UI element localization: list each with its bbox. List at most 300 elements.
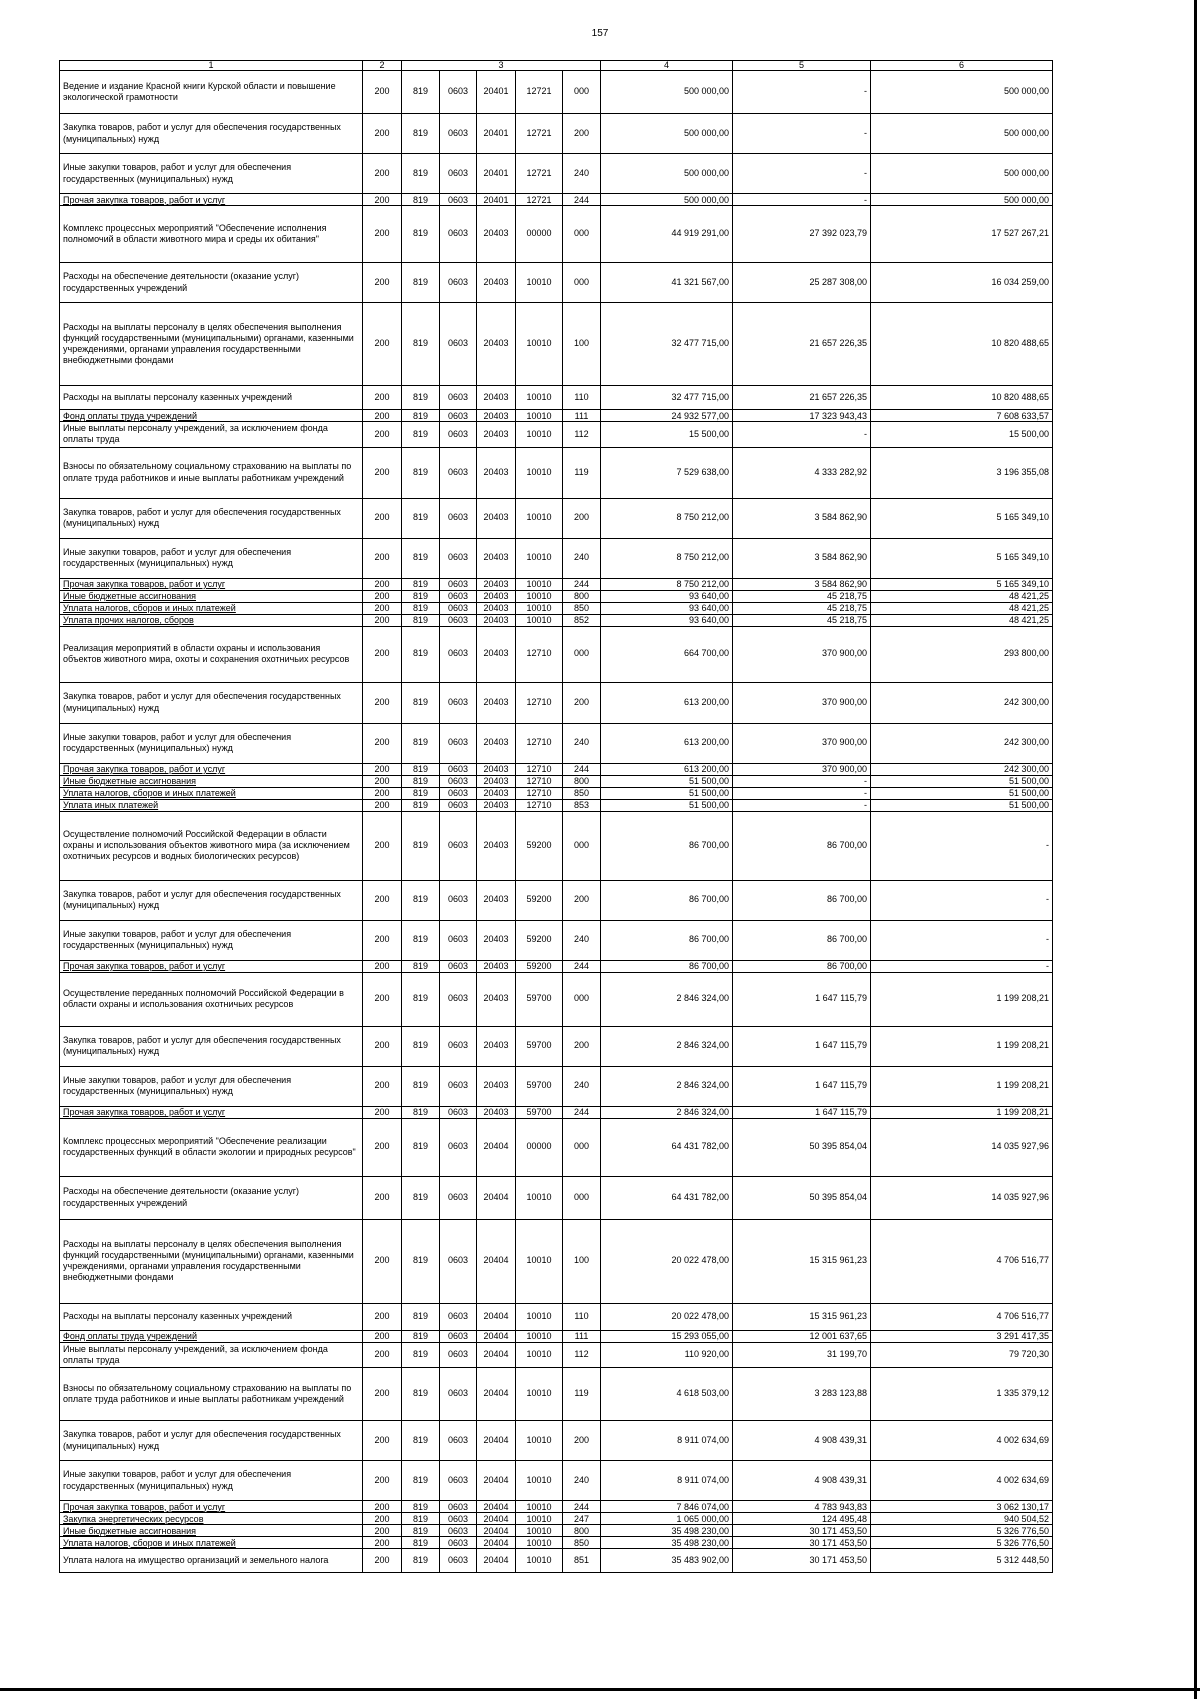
table-row [60,1118,1053,1176]
code-cell-c6: 800 [563,1525,601,1537]
code-cell-c4: 20403 [477,880,516,920]
amount-cell-v1: 4 618 503,00 [601,1368,733,1421]
code-cell-c3: 0603 [440,410,477,422]
code-cell-c4: 20403 [477,422,516,448]
code-cell-c1: 200 [363,763,402,775]
code-cell-c2: 819 [402,960,440,972]
row-name: Уплата налогов, сборов и иных платежей [63,1537,236,1548]
code-cell-c3: 0603 [440,263,477,303]
code-cell-c6: 112 [563,1342,601,1368]
row-name: Иные бюджетные ассигнования [63,776,197,786]
code-cell-c5: 59700 [516,972,563,1026]
code-cell-c6: 200 [563,1421,601,1461]
table-row [60,1368,1053,1421]
code-cell-c6: 000 [563,972,601,1026]
code-cell-c5: 10010 [516,1549,563,1573]
code-cell-c5: 10010 [516,1303,563,1330]
row-name: Расходы на выплаты персоналу в целях обеспечения выполнения функций государственными (муниципальными) органами, казенными учреждениями, органами управления государственными внебюджетными фондами [63,321,354,366]
code-cell-c2: 819 [402,1330,440,1342]
code-cell-c5: 10010 [516,1537,563,1549]
code-cell-c2: 819 [402,578,440,590]
row-name-cell [60,1549,363,1573]
code-cell-c4: 20403 [477,787,516,799]
code-cell-c2: 819 [402,602,440,614]
row-name: Реализация мероприятий в области охраны и использования объектов животного мира, охоты и сохранения охотничьих ресурсов [63,642,350,664]
table-row [60,920,1053,960]
amount-cell-v2: 1 647 115,79 [733,1026,871,1066]
code-cell-c5: 10010 [516,538,563,578]
code-cell-c6: 850 [563,1537,601,1549]
code-cell-c5: 10010 [516,410,563,422]
amount-cell-v3: 7 608 633,57 [871,410,1053,422]
code-cell-c1: 200 [363,1303,402,1330]
code-cell-c4: 20404 [477,1342,516,1368]
code-cell-c1: 200 [363,626,402,682]
code-cell-c3: 0603 [440,1342,477,1368]
code-cell-c6: 000 [563,1118,601,1176]
amount-cell-v2: 86 700,00 [733,960,871,972]
table-row [60,154,1053,194]
code-cell-c6: 111 [563,1330,601,1342]
amount-cell-v3: 242 300,00 [871,682,1053,723]
code-cell-c2: 819 [402,71,440,114]
amount-cell-v1: 664 700,00 [601,626,733,682]
amount-cell-v1: 93 640,00 [601,614,733,626]
code-cell-c3: 0603 [440,811,477,880]
row-name: Иные закупки товаров, работ и услуг для обеспечения государственных (муниципальных) нужд [63,546,292,568]
row-name: Расходы на выплаты персоналу казенных учреждений [63,391,292,402]
code-cell-c5: 10010 [516,1501,563,1513]
row-name-cell [60,1176,363,1219]
code-cell-c4: 20403 [477,447,516,498]
row-name: Иные закупки товаров, работ и услуг для обеспечения государственных (муниципальных) нужд [63,928,292,950]
code-cell-c1: 200 [363,410,402,422]
amount-cell-v3: 500 000,00 [871,114,1053,154]
table-row [60,1026,1053,1066]
code-cell-c2: 819 [402,880,440,920]
code-cell-c6: 119 [563,447,601,498]
amount-cell-v3: 15 500,00 [871,422,1053,448]
row-name: Прочая закупка товаров, работ и услуг [63,579,226,589]
row-name-cell [60,763,363,775]
row-name-cell [60,1368,363,1421]
table-row [60,1537,1053,1549]
code-cell-c1: 200 [363,386,402,410]
code-cell-c3: 0603 [440,1368,477,1421]
amount-cell-v3: - [871,960,1053,972]
code-cell-c5: 10010 [516,578,563,590]
table-row [60,602,1053,614]
code-cell-c2: 819 [402,154,440,194]
amount-cell-v3: 16 034 259,00 [871,263,1053,303]
amount-cell-v3: 10 820 488,65 [871,303,1053,386]
row-name: Уплата прочих налогов, сборов [63,615,194,625]
code-cell-c4: 20401 [477,194,516,206]
code-cell-c3: 0603 [440,626,477,682]
amount-cell-v1: 500 000,00 [601,71,733,114]
amount-cell-v3: 48 421,25 [871,602,1053,614]
amount-cell-v3: 3 291 417,35 [871,1330,1053,1342]
code-cell-c4: 20403 [477,410,516,422]
code-cell-c1: 200 [363,682,402,723]
row-name: Прочая закупка товаров, работ и услуг [63,1107,226,1117]
amount-cell-v1: 51 500,00 [601,787,733,799]
code-cell-c2: 819 [402,1537,440,1549]
code-cell-c1: 200 [363,1513,402,1525]
code-cell-c4: 20403 [477,763,516,775]
amount-cell-v2: 370 900,00 [733,723,871,763]
code-cell-c5: 12721 [516,194,563,206]
code-cell-c6: 200 [563,880,601,920]
amount-cell-v3: 5 326 776,50 [871,1537,1053,1549]
amount-cell-v3: 293 800,00 [871,626,1053,682]
amount-cell-v3: 51 500,00 [871,787,1053,799]
code-cell-c3: 0603 [440,1066,477,1106]
code-cell-c1: 200 [363,1549,402,1573]
code-cell-c5: 12721 [516,114,563,154]
amount-cell-v2: 30 171 453,50 [733,1537,871,1549]
row-name-cell [60,1537,363,1549]
amount-cell-v2: 4 783 943,83 [733,1501,871,1513]
code-cell-c1: 200 [363,114,402,154]
row-name-cell [60,1342,363,1368]
row-name-cell [60,723,363,763]
table-row [60,194,1053,206]
amount-cell-v3: 940 504,52 [871,1513,1053,1525]
code-cell-c6: 000 [563,263,601,303]
code-cell-c6: 000 [563,811,601,880]
row-name: Уплата иных платежей [63,800,159,810]
code-cell-c1: 200 [363,602,402,614]
amount-cell-v1: 64 431 782,00 [601,1176,733,1219]
code-cell-c5: 59700 [516,1106,563,1118]
amount-cell-v3: 79 720,30 [871,1342,1053,1368]
amount-cell-v1: 20 022 478,00 [601,1219,733,1303]
code-cell-c3: 0603 [440,1118,477,1176]
amount-cell-v1: 2 846 324,00 [601,1026,733,1066]
table-row [60,763,1053,775]
amount-cell-v1: 51 500,00 [601,799,733,811]
table-row [60,263,1053,303]
row-name-cell [60,775,363,787]
code-cell-c5: 12710 [516,787,563,799]
code-cell-c3: 0603 [440,71,477,114]
table-row [60,1549,1053,1573]
code-cell-c3: 0603 [440,602,477,614]
amount-cell-v3: 1 335 379,12 [871,1368,1053,1421]
code-cell-c4: 20403 [477,614,516,626]
amount-cell-v2: 370 900,00 [733,682,871,723]
code-cell-c6: 244 [563,1106,601,1118]
code-cell-c1: 200 [363,1537,402,1549]
amount-cell-v3: 3 062 130,17 [871,1501,1053,1513]
code-cell-c1: 200 [363,1026,402,1066]
amount-cell-v3: 1 199 208,21 [871,1106,1053,1118]
code-cell-c1: 200 [363,578,402,590]
header-col4: 4 [601,61,733,71]
code-cell-c2: 819 [402,206,440,263]
code-cell-c4: 20403 [477,626,516,682]
code-cell-c4: 20401 [477,114,516,154]
code-cell-c6: 111 [563,410,601,422]
row-name-cell [60,194,363,206]
row-name: Комплекс процессных мероприятий "Обеспечение исполнения полномочий в области животного мира и среды их обитания" [63,222,327,244]
code-cell-c1: 200 [363,1106,402,1118]
amount-cell-v2: 45 218,75 [733,602,871,614]
row-name-cell [60,1219,363,1303]
code-cell-c6: 000 [563,1176,601,1219]
code-cell-c5: 10010 [516,1513,563,1525]
code-cell-c3: 0603 [440,880,477,920]
amount-cell-v2: 30 171 453,50 [733,1525,871,1537]
amount-cell-v1: 93 640,00 [601,602,733,614]
amount-cell-v2: 3 584 862,90 [733,538,871,578]
code-cell-c4: 20404 [477,1461,516,1501]
code-cell-c5: 59200 [516,960,563,972]
amount-cell-v3: 4 706 516,77 [871,1303,1053,1330]
code-cell-c3: 0603 [440,1330,477,1342]
code-cell-c4: 20403 [477,498,516,538]
amount-cell-v2: 370 900,00 [733,763,871,775]
code-cell-c2: 819 [402,538,440,578]
amount-cell-v1: 35 498 230,00 [601,1537,733,1549]
code-cell-c5: 12710 [516,799,563,811]
code-cell-c5: 12721 [516,154,563,194]
scan-edge-right [1194,0,1197,1699]
row-name: Фонд оплаты труда учреждений [63,1331,197,1341]
row-name-cell [60,590,363,602]
code-cell-c3: 0603 [440,206,477,263]
code-cell-c2: 819 [402,386,440,410]
code-cell-c2: 819 [402,263,440,303]
amount-cell-v2: 27 392 023,79 [733,206,871,263]
code-cell-c5: 10010 [516,1421,563,1461]
amount-cell-v1: 15 293 055,00 [601,1330,733,1342]
code-cell-c4: 20403 [477,1026,516,1066]
code-cell-c6: 200 [563,1026,601,1066]
amount-cell-v2: 86 700,00 [733,811,871,880]
amount-cell-v2: 1 647 115,79 [733,1106,871,1118]
table-row [60,960,1053,972]
row-name: Ведение и издание Красной книги Курской области и повышение экологической грамотности [63,80,336,102]
table-row [60,1525,1053,1537]
row-name: Уплата налогов, сборов и иных платежей [63,603,236,613]
table-row [60,811,1053,880]
code-cell-c4: 20404 [477,1421,516,1461]
row-name-cell [60,1525,363,1537]
code-cell-c3: 0603 [440,775,477,787]
amount-cell-v3: 500 000,00 [871,154,1053,194]
code-cell-c4: 20403 [477,723,516,763]
amount-cell-v1: 86 700,00 [601,880,733,920]
amount-cell-v2: - [733,422,871,448]
code-cell-c5: 59700 [516,1066,563,1106]
row-name-cell [60,154,363,194]
amount-cell-v2: - [733,799,871,811]
row-name: Осуществление переданных полномочий Российской Федерации в области охраны и использования охотничьих ресурсов [63,987,344,1009]
code-cell-c2: 819 [402,920,440,960]
code-cell-c6: 244 [563,1501,601,1513]
amount-cell-v1: 64 431 782,00 [601,1118,733,1176]
row-name-cell [60,114,363,154]
code-cell-c4: 20403 [477,303,516,386]
code-cell-c1: 200 [363,154,402,194]
code-cell-c6: 244 [563,960,601,972]
table-row [60,206,1053,263]
code-cell-c6: 112 [563,422,601,448]
amount-cell-v1: 20 022 478,00 [601,1303,733,1330]
code-cell-c3: 0603 [440,787,477,799]
code-cell-c5: 10010 [516,1461,563,1501]
code-cell-c1: 200 [363,538,402,578]
row-name-cell [60,303,363,386]
amount-cell-v3: 5 165 349,10 [871,578,1053,590]
code-cell-c6: 240 [563,538,601,578]
code-cell-c2: 819 [402,682,440,723]
code-cell-c4: 20403 [477,682,516,723]
code-cell-c6: 240 [563,1461,601,1501]
amount-cell-v3: 3 196 355,08 [871,447,1053,498]
code-cell-c1: 200 [363,799,402,811]
table-row [60,410,1053,422]
code-cell-c1: 200 [363,1176,402,1219]
code-cell-c1: 200 [363,920,402,960]
code-cell-c6: 850 [563,602,601,614]
row-name-cell [60,960,363,972]
header-col2: 2 [363,61,402,71]
row-name-cell [60,422,363,448]
code-cell-c2: 819 [402,1501,440,1513]
code-cell-c1: 200 [363,775,402,787]
code-cell-c3: 0603 [440,1176,477,1219]
table-row [60,1513,1053,1525]
code-cell-c1: 200 [363,811,402,880]
code-cell-c4: 20401 [477,71,516,114]
row-name: Расходы на обеспечение деятельности (оказание услуг) государственных учреждений [63,1186,299,1208]
code-cell-c6: 244 [563,763,601,775]
code-cell-c3: 0603 [440,1026,477,1066]
table-row [60,1176,1053,1219]
code-cell-c6: 800 [563,775,601,787]
table-row [60,1342,1053,1368]
code-cell-c1: 200 [363,1066,402,1106]
row-name: Закупка товаров, работ и услуг для обеспечения государственных (муниципальных) нужд [63,122,341,144]
code-cell-c2: 819 [402,422,440,448]
code-cell-c1: 200 [363,1525,402,1537]
row-name: Закупка товаров, работ и услуг для обеспечения государственных (муниципальных) нужд [63,888,341,910]
row-name: Расходы на выплаты персоналу казенных учреждений [63,1310,292,1321]
amount-cell-v2: - [733,114,871,154]
table-row [60,682,1053,723]
row-name-cell [60,263,363,303]
code-cell-c2: 819 [402,1513,440,1525]
amount-cell-v2: 45 218,75 [733,590,871,602]
code-cell-c6: 119 [563,1368,601,1421]
amount-cell-v1: 35 498 230,00 [601,1525,733,1537]
code-cell-c6: 240 [563,154,601,194]
code-cell-c3: 0603 [440,972,477,1026]
amount-cell-v1: 51 500,00 [601,775,733,787]
amount-cell-v1: 1 065 000,00 [601,1513,733,1525]
code-cell-c2: 819 [402,410,440,422]
code-cell-c2: 819 [402,590,440,602]
amount-cell-v1: 2 846 324,00 [601,1066,733,1106]
code-cell-c5: 10010 [516,498,563,538]
code-cell-c5: 10010 [516,422,563,448]
code-cell-c3: 0603 [440,1537,477,1549]
amount-cell-v2: - [733,775,871,787]
code-cell-c5: 10010 [516,303,563,386]
code-cell-c2: 819 [402,1026,440,1066]
code-cell-c4: 20403 [477,1106,516,1118]
code-cell-c5: 10010 [516,447,563,498]
table-row [60,626,1053,682]
code-cell-c1: 200 [363,723,402,763]
row-name: Прочая закупка товаров, работ и услуг [63,961,226,971]
row-name: Осуществление полномочий Российской Федерации в области охраны и использования объектов животного мира (за исключением охотничьих ресурсов и водных биологических ресурсов) [63,828,350,862]
code-cell-c5: 59700 [516,1026,563,1066]
row-name-cell [60,1513,363,1525]
code-cell-c5: 10010 [516,263,563,303]
code-cell-c6: 110 [563,1303,601,1330]
code-cell-c6: 110 [563,386,601,410]
amount-cell-v2: 124 495,48 [733,1513,871,1525]
code-cell-c4: 20404 [477,1303,516,1330]
code-cell-c3: 0603 [440,386,477,410]
amount-cell-v2: 25 287 308,00 [733,263,871,303]
row-name: Иные выплаты персоналу учреждений, за исключением фонда оплаты труда [63,1343,328,1365]
code-cell-c2: 819 [402,447,440,498]
row-name: Иные закупки товаров, работ и услуг для обеспечения государственных (муниципальных) нужд [63,731,292,753]
table-row [60,447,1053,498]
code-cell-c2: 819 [402,1106,440,1118]
code-cell-c1: 200 [363,972,402,1026]
code-cell-c5: 10010 [516,386,563,410]
amount-cell-v3: 10 820 488,65 [871,386,1053,410]
code-cell-c6: 244 [563,578,601,590]
table-row [60,1330,1053,1342]
code-cell-c1: 200 [363,880,402,920]
code-cell-c3: 0603 [440,154,477,194]
row-name-cell [60,1106,363,1118]
code-cell-c2: 819 [402,1303,440,1330]
code-cell-c2: 819 [402,1342,440,1368]
amount-cell-v3: 5 326 776,50 [871,1525,1053,1537]
amount-cell-v3: 500 000,00 [871,71,1053,114]
amount-cell-v3: 500 000,00 [871,194,1053,206]
amount-cell-v3: 5 312 448,50 [871,1549,1053,1573]
code-cell-c2: 819 [402,1066,440,1106]
amount-cell-v3: 4 002 634,69 [871,1461,1053,1501]
code-cell-c2: 819 [402,972,440,1026]
amount-cell-v3: 14 035 927,96 [871,1118,1053,1176]
code-cell-c1: 200 [363,194,402,206]
code-cell-c1: 200 [363,1219,402,1303]
code-cell-c6: 000 [563,206,601,263]
code-cell-c3: 0603 [440,1513,477,1525]
amount-cell-v3: 4 002 634,69 [871,1421,1053,1461]
amount-cell-v3: 14 035 927,96 [871,1176,1053,1219]
code-cell-c1: 200 [363,1368,402,1421]
row-name: Прочая закупка товаров, работ и услуг [63,1501,226,1512]
amount-cell-v1: 86 700,00 [601,920,733,960]
code-cell-c2: 819 [402,1176,440,1219]
row-name: Взносы по обязательному социальному страхованию на выплаты по оплате труда работников и иные выплаты работникам учреждений [63,461,352,483]
code-cell-c4: 20403 [477,972,516,1026]
code-cell-c5: 12710 [516,723,563,763]
code-cell-c4: 20404 [477,1501,516,1513]
row-name-cell [60,578,363,590]
